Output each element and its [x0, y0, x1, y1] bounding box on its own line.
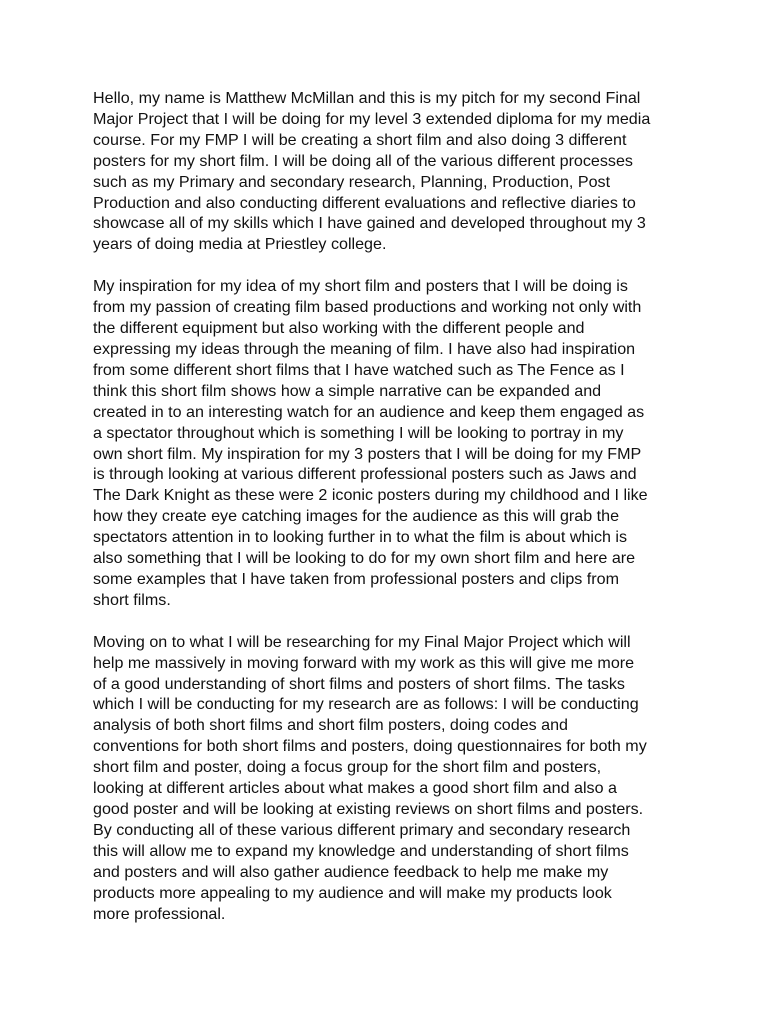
text-line: Production and also conducting different evaluations and reflective diaries to — [93, 193, 636, 212]
text-line: By conducting all of these various different primary and secondary research — [93, 820, 631, 839]
text-line: which I will be conducting for my research are as follows: I will be conducting — [93, 695, 639, 714]
text-line: years of doing media at Priestley college. — [93, 235, 387, 254]
text-line: looking at different articles about what makes a good short film and also a — [93, 779, 617, 798]
text-line: from my passion of creating film based productions and working not only with — [93, 298, 642, 317]
text-line: conventions for both short films and posters, doing questionnaires for both my — [93, 737, 647, 756]
text-line: think this short film shows how a simple narrative can be expanded and — [93, 381, 602, 400]
text-line: Major Project that I will be doing for my level 3 extended diploma for my media — [93, 109, 651, 128]
text-line: The Dark Knight as these were 2 iconic posters during my childhood and I like — [93, 486, 648, 505]
text-line: this will allow me to expand my knowledge and understanding of short films — [93, 841, 629, 860]
text-line: of a good understanding of short films and posters of short films. The tasks — [93, 674, 625, 693]
text-line: Hello, my name is Matthew McMillan and this is my pitch for my second Final — [93, 89, 641, 107]
text-line: short film and poster, doing a focus group for the short film and posters, — [93, 758, 602, 777]
text-line: short films. — [93, 590, 171, 609]
paragraph-research — [93, 632, 683, 925]
text-line: showcase all of my skills which I have gained and developed throughout my 3 — [93, 214, 646, 233]
text-line: posters for my short film. I will be doing all of the various different processes — [93, 151, 633, 170]
text-line: analysis of both short films and short film posters, doing codes and — [93, 716, 569, 735]
text-line: spectators attention in to looking further in to what the film is about which is — [93, 528, 628, 547]
text-line: help me massively in moving forward with my work as this will give me more — [93, 653, 635, 672]
text-line: how they create eye catching images for the audience as this will grab the — [93, 507, 620, 526]
text-line: more professional. — [93, 904, 226, 923]
text-line: expressing my ideas through the meaning of film. I have also had inspiration — [93, 339, 636, 358]
text-line: and posters and will also gather audience feedback to help me make my — [93, 862, 609, 881]
document-body — [93, 88, 683, 945]
text-line: products more appealing to my audience and will make my products look — [93, 883, 612, 902]
text-line: from some different short films that I have watched such as The Fence as I — [93, 360, 625, 379]
text-line: created in to an interesting watch for an audience and keep them engaged as — [93, 402, 645, 421]
text-line: good poster and will be looking at existing reviews on short films and posters. — [93, 800, 644, 818]
text-line: is through looking at various different professional posters such as Jaws and — [93, 465, 637, 484]
text-line: Moving on to what I will be researching for my Final Major Project which will — [93, 632, 631, 651]
text-line: own short film. My inspiration for my 3 posters that I will be doing for my FMP — [93, 444, 642, 463]
text-line: My inspiration for my idea of my short film and posters that I will be doing is — [93, 277, 628, 296]
text-line: a spectator throughout which is something I will be looking to portray in my — [93, 423, 624, 442]
text-line: the different equipment but also working with the different people and — [93, 319, 585, 338]
text-line: such as my Primary and secondary research, Planning, Production, Post — [93, 172, 611, 191]
paragraph-inspiration — [93, 276, 683, 611]
text-line: also something that I will be looking to do for my own short film and here are — [93, 549, 636, 568]
text-line: course. For my FMP I will be creating a short film and also doing 3 different — [93, 130, 627, 149]
text-line: some examples that I have taken from professional posters and clips from — [93, 569, 619, 588]
paragraph-intro — [93, 88, 683, 255]
